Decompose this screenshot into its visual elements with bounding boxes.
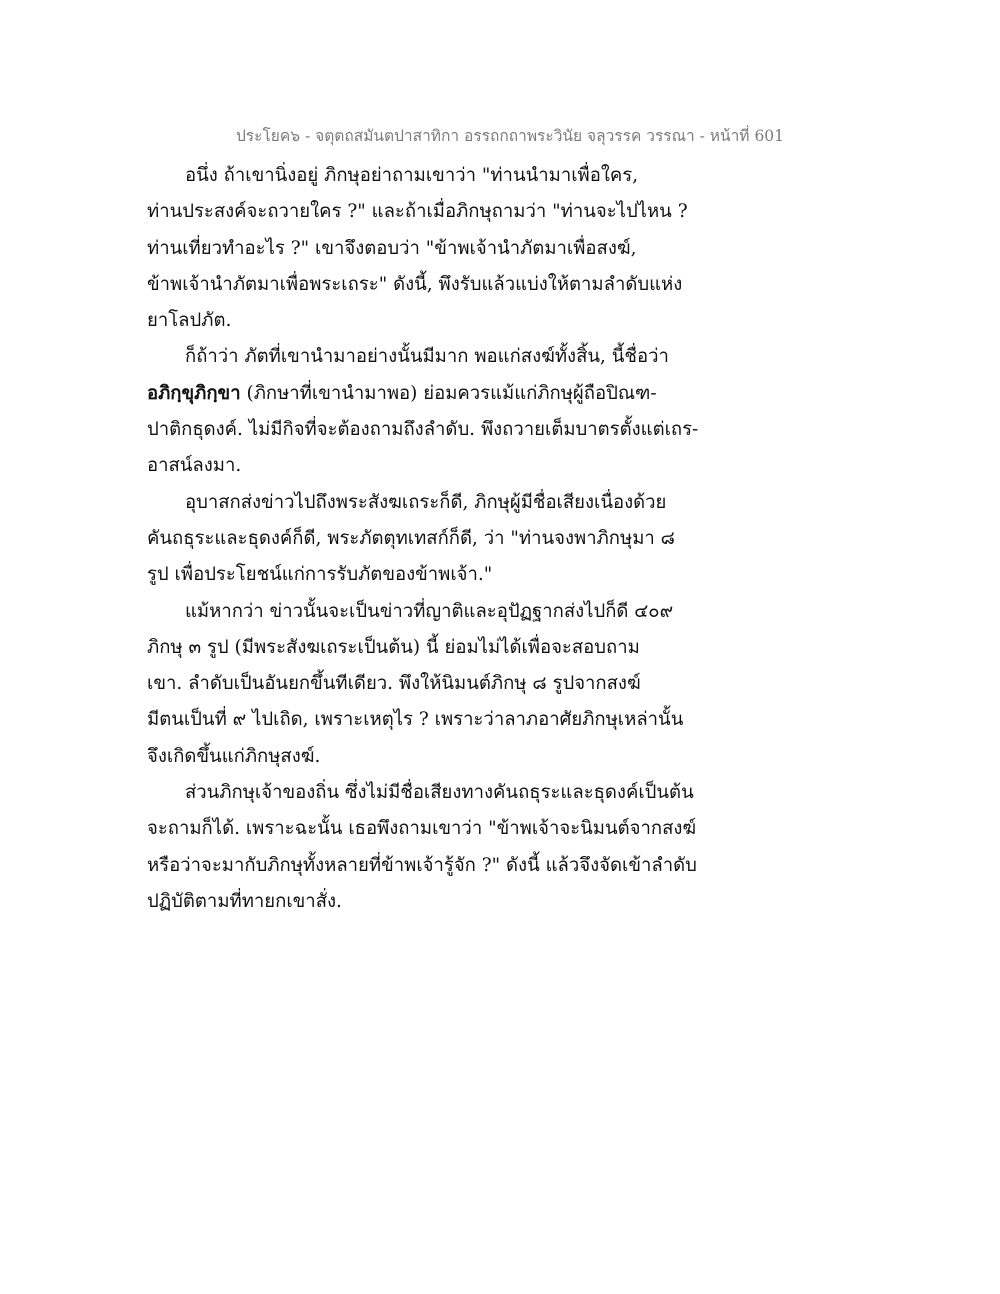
paragraph [147,485,867,594]
text-line: ก็ถ้าว่า ภัตที่เขานำมาอย่างนั้นมีมาก พอแก่สงฆ์ทั้งสิ้น, นี้ชื่อว่า [185,346,669,368]
paragraph [147,339,867,484]
text-line: มีตนเป็นที่ ๙ ไปเถิด, เพราะเหตุไร ? เพราะว่าลาภอาศัยภิกษุเหล่านั้น [147,709,684,731]
text-span: (ภิกษาที่เขานำมาพอ) ย่อมควรแม้แก่ภิกษุผู้ถือปิณฑ- [240,382,657,404]
text-line: แม้หากว่า ข่าวนั้นจะเป็นข่าวที่ญาติและอุปัฏฐากส่งไปก็ดี ๔๐๙ [185,600,674,622]
text-line [147,376,867,412]
text-line: อุบาสกส่งข่าวไปถึงพระสังฆเถระก็ดี, ภิกษุผู้มีชื่อเสียงเนื่องด้วย [185,491,667,513]
text-line: จึงเกิดขึ้นแก่ภิกษุสงฆ์. [147,745,321,767]
paragraph [147,594,867,775]
text-line: คันถธุระและธุดงค์ก็ดี, พระภัตตุทเทสก์ก็ดี, ว่า "ท่านจงพาภิกษุมา ๘ [147,527,675,549]
paragraph [147,158,867,339]
text-line: ภิกษุ ๓ รูป (มีพระสังฆเถระเป็นต้น) นี้ ย่อมไม่ได้เพื่อจะสอบถาม [147,636,640,658]
text-line: รูป เพื่อประโยชน์แก่การรับภัตของข้าพเจ้า." [147,564,493,586]
text-line: ยาโลปภัต. [147,310,232,332]
paragraph [147,775,867,920]
text-line: จะถามก็ได้. เพราะฉะนั้น เธอพึงถามเขาว่า "ข้าพเจ้าจะนิมนต์จากสงฆ์ [147,818,697,840]
text-line: ปาติกธุดงค์. ไม่มีกิจที่จะต้องถามถึงลำดับ. พึงถวายเต็มบาตรตั้งแต่เถร- [147,419,699,441]
running-header: ประโยค๖ - จตุตถสมันตปาสาทิกา อรรถกถาพระวินัย จลุวรรค วรรณา - หน้าที่ 601 [235,127,785,145]
text-line: ส่วนภิกษุเจ้าของถิ่น ซึ่งไม่มีชื่อเสียงทางคันถธุระและธุดงค์เป็นต้น [185,782,694,804]
text-line: หรือว่าจะมากับภิกษุทั้งหลายที่ข้าพเจ้ารู้จัก ?" ดังนี้ แล้วจึงจัดเข้าลำดับ [147,854,697,876]
text-line: ท่านเที่ยวทำอะไร ?" เขาจึงตอบว่า "ข้าพเจ้านำภัตมาเพื่อสงฆ์, [147,237,637,259]
text-line: ท่านประสงค์จะถวายใคร ?" และถ้าเมื่อภิกษุถามว่า "ท่านจะไปไหน ? [147,201,688,223]
text-line: ปฏิบัติตามที่ทายกเขาสั่ง. [147,890,342,912]
body-text [147,158,867,920]
pali-term: อภิกฺขุภิกฺขา [147,382,241,404]
text-line: เขา. ลำดับเป็นอันยกขึ้นทีเดียว. พึงให้นิมนต์ภิกษุ ๘ รูปจากสงฆ์ [147,673,641,695]
text-line: อนึ่ง ถ้าเขานิ่งอยู่ ภิกษุอย่าถามเขาว่า "ท่านนำมาเพื่อใคร, [185,165,639,186]
text-line: ข้าพเจ้านำภัตมาเพื่อพระเถระ" ดังนี้, พึงรับแล้วแบ่งให้ตามลำดับแห่ง [147,273,683,295]
text-line: อาสน์ลงมา. [147,455,242,477]
